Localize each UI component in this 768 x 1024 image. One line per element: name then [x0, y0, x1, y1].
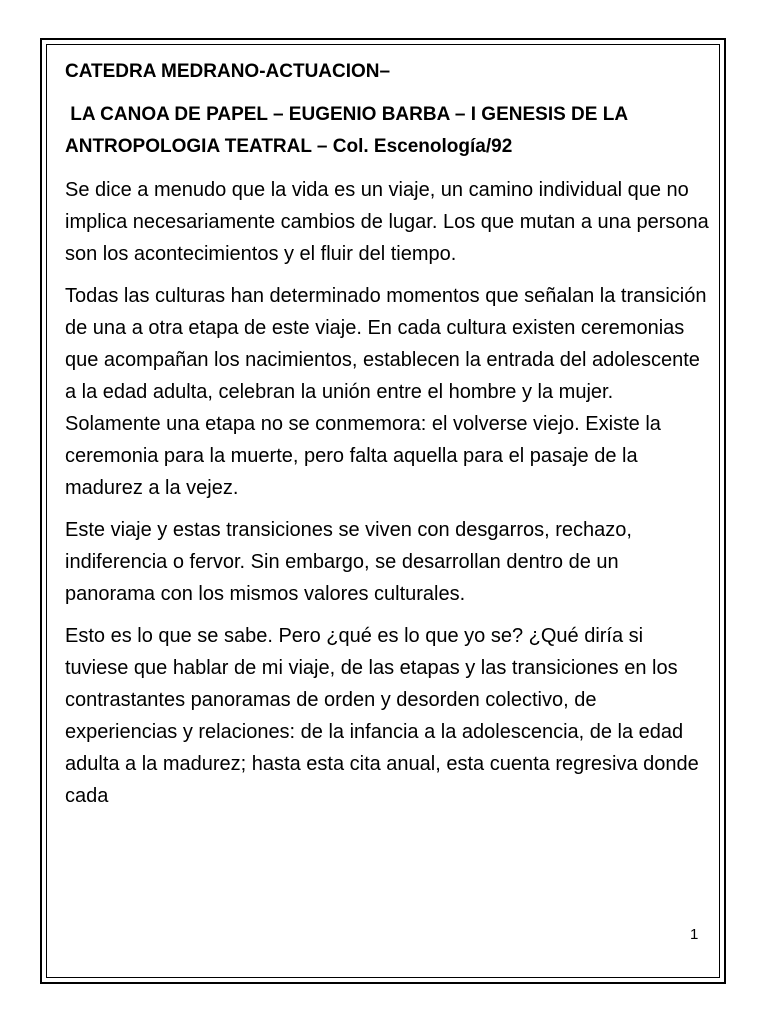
document-heading: CATEDRA MEDRANO-ACTUACION–	[65, 61, 391, 82]
page-number: 1	[690, 926, 699, 943]
paragraph-1: Se dice a menudo que la vida es un viaje, un camino individual que no implica necesariamente cambios de lugar. Los que mutan a una persona son los acontecimientos y el fluir del tiempo.	[65, 179, 709, 265]
paragraph-3: Este viaje y estas transiciones se viven con desgarros, rechazo, indiferencia o fervor. Sin embargo, se desarrollan dentro de un panorama con los mismos valores culturales.	[65, 519, 632, 605]
document-subheading: LA CANOA DE PAPEL – EUGENIO BARBA – I GENESIS DE LA ANTROPOLOGIA TEATRAL – Col. Escenología/92	[65, 104, 632, 157]
document-body	[65, 56, 710, 822]
paragraph-4: Esto es lo que se sabe. Pero ¿qué es lo que yo se? ¿Qué diría si tuviese que hablar de mi viaje, de las etapas y las transiciones en los contrastantes panoramas de orden y desorden colectivo, de experiencias y relaciones: de la infancia a la adolescencia, de la edad adulta a la madurez; hasta esta cita anual, esta cuenta regresiva donde cada	[65, 625, 699, 807]
paragraph-2: Todas las culturas han determinado momentos que señalan la transición de una a otra etapa de este viaje. En cada cultura existen ceremonias que acompañan los nacimientos, establecen la entrada del adolescente a la edad adulta, celebran la unión entre el hombre y la mujer. Solamente una etapa no se conmemora: el volverse viejo. Existe la ceremonia para la muerte, pero falta aquella para el pasaje de la madurez a la vejez.	[65, 285, 707, 499]
